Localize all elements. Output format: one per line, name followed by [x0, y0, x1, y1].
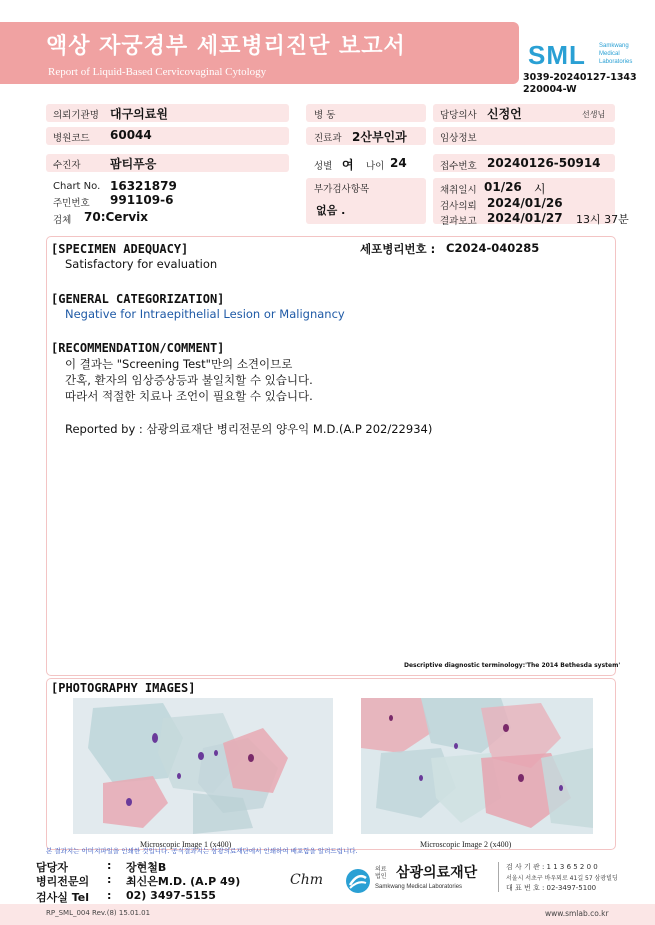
specimen-value: 70:Cervix — [84, 210, 149, 224]
collector-label: 수진자 — [53, 160, 81, 171]
photo-heading: [PHOTOGRAPHY IMAGES] — [51, 681, 196, 695]
resident-no-label: 주민번호 — [53, 198, 90, 209]
specimen-label: 검체 — [53, 215, 72, 226]
reported-label: 결과보고 — [440, 216, 477, 227]
institution-label: 의뢰기관명 — [53, 110, 99, 121]
collected-suffix: 시 — [534, 182, 546, 196]
sml-logo: SML — [528, 40, 586, 70]
tel-label: 검사실 Tel — [36, 891, 89, 904]
doctor-value: 신정언 — [487, 107, 522, 121]
footer-divider — [498, 862, 499, 892]
pathologist-colon: : — [107, 873, 112, 886]
comment-line-2: 간혹, 환자의 임상증상등과 불일치할 수 있습니다. — [65, 373, 313, 387]
ward-label: 병 동 — [314, 110, 336, 121]
requested-label: 검사의뢰 — [440, 201, 477, 212]
chart-no-label: Chart No. — [53, 181, 101, 192]
clinical-info-label: 임상정보 — [440, 133, 477, 144]
caption-image-2: Microscopic Image 2 (x400) — [420, 840, 512, 849]
comment-line-1: 이 결과는 "Screening Test"만의 소견이므로 — [65, 357, 293, 371]
hospital-code-label: 병원코드 — [53, 133, 90, 144]
manager-colon: : — [107, 859, 112, 872]
reported-by: Reported by : 삼광의료재단 병리전문의 양우익 M.D.(A.P 202/22934) — [65, 422, 433, 436]
manager-label: 담당자 — [36, 861, 68, 874]
resident-no-value: 991109-6 — [110, 193, 174, 207]
foundation-prefix: 의료 법인 — [375, 866, 387, 880]
requested-value: 2024/01/26 — [487, 196, 563, 210]
department-label: 진료과 — [314, 133, 342, 144]
microscopic-image-2 — [361, 698, 593, 834]
age-value: 24 — [390, 156, 407, 170]
pathology-no-label: 세포병리번호 : — [360, 242, 436, 256]
receipt-no-value: 20240126-50914 — [487, 156, 601, 170]
field-collector — [46, 154, 289, 172]
collected-value: 01/26 — [484, 180, 522, 194]
pathology-no-value: C2024-040285 — [446, 241, 540, 255]
print-notice: 본 결과지는 이미지파일을 인쇄한 것입니다. 공식결과지는 삼광의료재단에서 인쇄하여 배포함을 알려드립니다. — [46, 847, 358, 855]
report-subtitle: Report of Liquid-Based Cervicovaginal Cytology — [48, 66, 267, 78]
tel-colon: : — [107, 889, 112, 902]
foundation-logo-icon — [344, 868, 372, 894]
comment-line-3: 따라서 적절한 치료나 조언이 필요할 수 있습니다. — [65, 389, 313, 403]
comment-heading: [RECOMMENDATION/COMMENT] — [51, 341, 225, 355]
category-text: Negative for Intraepithelial Lesion or Malignancy — [65, 307, 345, 321]
doctor-label: 담당의사 — [440, 110, 477, 121]
foundation-name-en: Samkwang Medical Laboratories — [375, 884, 463, 890]
report-title: 액상 자궁경부 세포병리진단 보고서 — [46, 34, 406, 59]
sml-logo-sub: Samkwang Medical Laboratories — [599, 43, 633, 65]
tel-value: 02) 3497-5155 — [126, 889, 216, 902]
institution-value: 대구의료원 — [110, 107, 168, 121]
category-heading: [GENERAL CATEGORIZATION] — [51, 292, 225, 306]
signature: Chm — [290, 872, 324, 888]
report-id: 3039-20240127-1343 220004-W — [523, 72, 637, 95]
lab-phone: 대 표 번 호 : 02-3497-5100 — [506, 884, 597, 892]
collector-value: 팜티푸응 — [110, 157, 157, 171]
additional-value: 없음 . — [316, 204, 346, 217]
age-label: 나이 — [366, 161, 385, 172]
hospital-code-value: 60044 — [110, 128, 152, 142]
lab-code: 검 사 기 관 : 1 1 3 6 5 2 0 0 — [506, 863, 598, 871]
sex-label: 성별 — [314, 161, 333, 172]
website-link[interactable]: www.smlab.co.kr — [545, 909, 609, 918]
additional-label: 부가검사항목 — [314, 184, 370, 195]
reported-value: 2024/01/27 — [487, 211, 563, 225]
pathologist-value: 최신은M.D. (A.P 49) — [126, 875, 241, 888]
manager-value: 장현철B — [126, 861, 167, 874]
adequacy-heading: [SPECIMEN ADEQUACY] — [51, 242, 189, 256]
collected-label: 채취일시 — [440, 185, 477, 196]
department-value: 2산부인과 — [352, 130, 407, 144]
sex-value: 여 — [342, 158, 354, 172]
doctor-suffix: 선생님 — [582, 110, 606, 119]
caption-image-1: Microscopic Image 1 (x400) — [140, 840, 232, 849]
reported-time: 13시 37분 — [576, 213, 629, 226]
pathologist-label: 병리전문의 — [36, 875, 90, 888]
lab-address: 서울시 서초구 바우뫼로 41길 57 삼광빌딩 — [506, 875, 618, 882]
bethesda-footnote: Descriptive diagnostic terminology:'The 2014 Bethesda system' — [404, 662, 621, 669]
adequacy-text: Satisfactory for evaluation — [65, 257, 218, 271]
chart-no-value: 16321879 — [110, 179, 177, 193]
receipt-no-label: 접수번호 — [440, 161, 477, 172]
form-code: RP_SML_004 Rev.(8) 15.01.01 — [46, 909, 151, 917]
foundation-name: 삼광의료재단 — [396, 865, 478, 881]
microscopic-image-1 — [73, 698, 333, 834]
